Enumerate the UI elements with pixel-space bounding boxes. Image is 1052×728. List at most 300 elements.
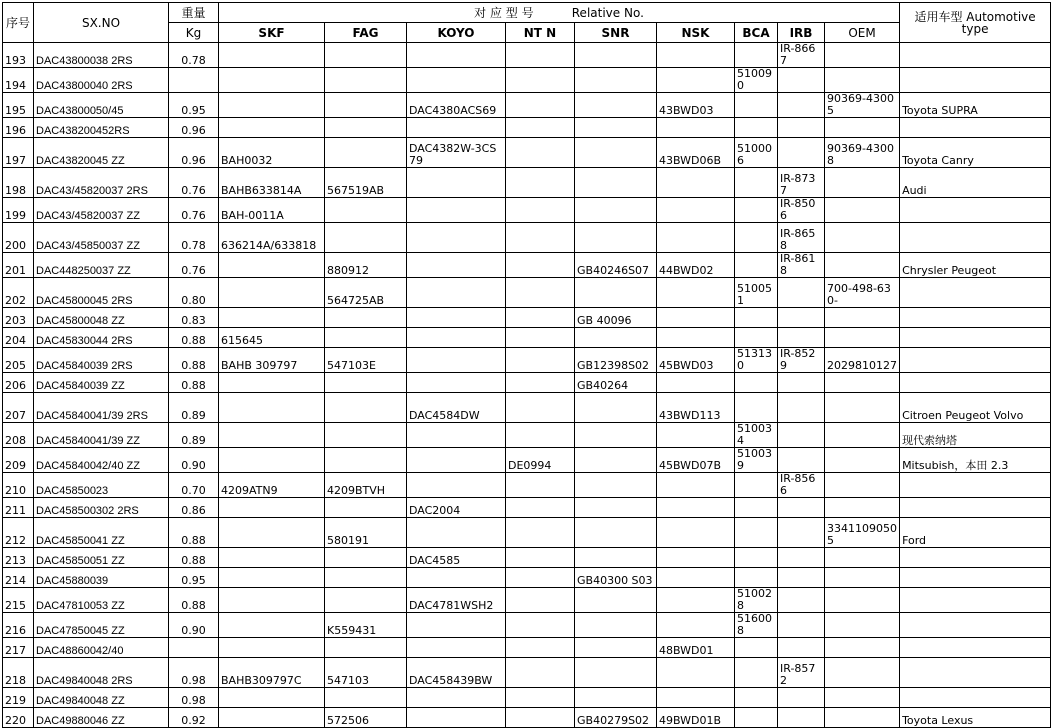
automotive-type xyxy=(900,373,1051,393)
automotive-type: Citroen Peugeot Volvo xyxy=(900,393,1051,423)
irb-code: IR-8618 xyxy=(778,253,825,278)
sx-number: DAC45880039 xyxy=(34,568,169,588)
koyo-code xyxy=(407,198,506,223)
table-row xyxy=(3,223,1051,253)
nsk-code xyxy=(657,588,735,613)
table-row xyxy=(3,253,1051,278)
automotive-type xyxy=(900,118,1051,138)
bca-code xyxy=(735,168,778,198)
irb-code: IR-8658 xyxy=(778,223,825,253)
bca-code: 510051 xyxy=(735,278,778,308)
koyo-code: DAC4781WSH2 xyxy=(407,588,506,613)
header-sxno: SX.NO xyxy=(34,3,169,43)
fag-code xyxy=(325,548,407,568)
irb-code xyxy=(778,118,825,138)
table-row xyxy=(3,373,1051,393)
ntn-code xyxy=(506,393,575,423)
row-number: 200 xyxy=(3,223,34,253)
skf-code xyxy=(219,448,325,473)
ntn-code xyxy=(506,68,575,93)
skf-code: BAHB 309797 xyxy=(219,348,325,373)
koyo-code xyxy=(407,568,506,588)
snr-code xyxy=(575,198,657,223)
weight-value: 0.76 xyxy=(169,253,219,278)
ntn-code xyxy=(506,473,575,498)
ntn-code xyxy=(506,93,575,118)
bca-code: 510028 xyxy=(735,588,778,613)
bca-code xyxy=(735,688,778,708)
nsk-code xyxy=(657,568,735,588)
fag-code xyxy=(325,373,407,393)
snr-code xyxy=(575,43,657,68)
oem-code xyxy=(825,328,900,348)
automotive-type xyxy=(900,223,1051,253)
bca-code xyxy=(735,568,778,588)
skf-code xyxy=(219,688,325,708)
koyo-code xyxy=(407,688,506,708)
koyo-code: DAC4382W-3CS79 xyxy=(407,138,506,168)
oem-code xyxy=(825,308,900,328)
ntn-code xyxy=(506,168,575,198)
koyo-code xyxy=(407,253,506,278)
koyo-code xyxy=(407,473,506,498)
irb-code xyxy=(778,613,825,638)
sx-number: DAC45840041/39 2RS xyxy=(34,393,169,423)
oem-code xyxy=(825,498,900,518)
ntn-code xyxy=(506,278,575,308)
row-number: 219 xyxy=(3,688,34,708)
oem-code xyxy=(825,423,900,448)
ntn-code xyxy=(506,308,575,328)
automotive-type xyxy=(900,308,1051,328)
skf-code xyxy=(219,68,325,93)
bca-code xyxy=(735,93,778,118)
snr-code xyxy=(575,278,657,308)
sx-number: DAC45800045 2RS xyxy=(34,278,169,308)
koyo-code xyxy=(407,448,506,473)
bca-code: 510006 xyxy=(735,138,778,168)
koyo-code xyxy=(407,638,506,658)
irb-code xyxy=(778,393,825,423)
weight-value: 0.98 xyxy=(169,688,219,708)
fag-code: 580191 xyxy=(325,518,407,548)
bca-code xyxy=(735,198,778,223)
koyo-code xyxy=(407,423,506,448)
ntn-code xyxy=(506,118,575,138)
nsk-code: 49BWD01B xyxy=(657,708,735,728)
header-automotive: 适用车型 Automotive type xyxy=(900,3,1051,43)
ntn-code xyxy=(506,223,575,253)
nsk-code: 43BWD06B xyxy=(657,138,735,168)
row-number: 204 xyxy=(3,328,34,348)
snr-code xyxy=(575,393,657,423)
koyo-code xyxy=(407,308,506,328)
fag-code xyxy=(325,588,407,613)
sx-number: DAC49840048 2RS xyxy=(34,658,169,688)
table-row xyxy=(3,198,1051,223)
oem-code: 90369-43005 xyxy=(825,93,900,118)
row-number: 199 xyxy=(3,198,34,223)
weight-value: 0.98 xyxy=(169,658,219,688)
skf-code xyxy=(219,43,325,68)
irb-code xyxy=(778,68,825,93)
skf-code xyxy=(219,518,325,548)
oem-code xyxy=(825,613,900,638)
automotive-type xyxy=(900,328,1051,348)
sx-number: DAC448250037 ZZ xyxy=(34,253,169,278)
weight-value: 0.92 xyxy=(169,708,219,728)
ntn-code xyxy=(506,548,575,568)
koyo-code: DAC2004 xyxy=(407,498,506,518)
table-row xyxy=(3,518,1051,548)
koyo-code xyxy=(407,328,506,348)
weight-value xyxy=(169,638,219,658)
table-body xyxy=(3,3,1051,728)
header-oem: OEM xyxy=(825,23,900,43)
snr-code: GB40264 xyxy=(575,373,657,393)
table-row xyxy=(3,423,1051,448)
oem-code xyxy=(825,223,900,253)
snr-code xyxy=(575,688,657,708)
header-koyo: KOYO xyxy=(407,23,506,43)
row-number: 210 xyxy=(3,473,34,498)
koyo-code xyxy=(407,168,506,198)
irb-code: IR-8529 xyxy=(778,348,825,373)
weight-value: 0.89 xyxy=(169,423,219,448)
nsk-code xyxy=(657,498,735,518)
koyo-code: DAC458439BW xyxy=(407,658,506,688)
ntn-code xyxy=(506,658,575,688)
snr-code: GB12398S02 xyxy=(575,348,657,373)
snr-code xyxy=(575,118,657,138)
oem-code: 700-498-630- xyxy=(825,278,900,308)
ntn-code xyxy=(506,498,575,518)
ntn-code xyxy=(506,198,575,223)
ntn-code xyxy=(506,253,575,278)
bca-code xyxy=(735,393,778,423)
sx-number: DAC43800038 2RS xyxy=(34,43,169,68)
oem-code xyxy=(825,638,900,658)
skf-code xyxy=(219,708,325,728)
table-row xyxy=(3,548,1051,568)
irb-code xyxy=(778,328,825,348)
automotive-type: Toyota SUPRA xyxy=(900,93,1051,118)
fag-code xyxy=(325,198,407,223)
bca-code xyxy=(735,43,778,68)
automotive-type xyxy=(900,498,1051,518)
fag-code xyxy=(325,308,407,328)
automotive-type xyxy=(900,348,1051,373)
nsk-code xyxy=(657,328,735,348)
weight-value: 0.80 xyxy=(169,278,219,308)
weight-value: 0.76 xyxy=(169,198,219,223)
nsk-code xyxy=(657,308,735,328)
nsk-code xyxy=(657,658,735,688)
header-ntn: NT N xyxy=(506,23,575,43)
bca-code xyxy=(735,548,778,568)
irb-code: IR-8737 xyxy=(778,168,825,198)
bca-code xyxy=(735,473,778,498)
koyo-code xyxy=(407,278,506,308)
irb-code xyxy=(778,93,825,118)
skf-code xyxy=(219,373,325,393)
snr-code xyxy=(575,588,657,613)
koyo-code xyxy=(407,613,506,638)
bca-code xyxy=(735,253,778,278)
sx-number: DAC43/45820037 2RS xyxy=(34,168,169,198)
skf-code: 615645 xyxy=(219,328,325,348)
skf-code xyxy=(219,118,325,138)
skf-code xyxy=(219,308,325,328)
oem-code xyxy=(825,43,900,68)
oem-code xyxy=(825,198,900,223)
sx-number: DAC45840039 2RS xyxy=(34,348,169,373)
fag-code xyxy=(325,568,407,588)
fag-code xyxy=(325,498,407,518)
skf-code xyxy=(219,638,325,658)
snr-code xyxy=(575,448,657,473)
table-row xyxy=(3,708,1051,728)
row-number: 202 xyxy=(3,278,34,308)
weight-value: 0.88 xyxy=(169,588,219,613)
row-number: 206 xyxy=(3,373,34,393)
header-irb: IRB xyxy=(778,23,825,43)
snr-code xyxy=(575,498,657,518)
ntn-code xyxy=(506,708,575,728)
table-row xyxy=(3,168,1051,198)
snr-code: GB40279S02 xyxy=(575,708,657,728)
oem-code: 2029810127 xyxy=(825,348,900,373)
oem-code xyxy=(825,393,900,423)
nsk-code: 45BWD03 xyxy=(657,348,735,373)
snr-code xyxy=(575,328,657,348)
irb-code xyxy=(778,568,825,588)
table-row xyxy=(3,278,1051,308)
weight-value: 0.88 xyxy=(169,518,219,548)
bca-code xyxy=(735,658,778,688)
nsk-code xyxy=(657,423,735,448)
bca-code xyxy=(735,638,778,658)
fag-code: K559431 xyxy=(325,613,407,638)
ntn-code xyxy=(506,588,575,613)
row-number: 215 xyxy=(3,588,34,613)
weight-value: 0.78 xyxy=(169,223,219,253)
automotive-type: Toyota Canry xyxy=(900,138,1051,168)
sx-number: DAC45840041/39 ZZ xyxy=(34,423,169,448)
irb-code xyxy=(778,373,825,393)
sx-number: DAC438200452RS xyxy=(34,118,169,138)
nsk-code xyxy=(657,198,735,223)
skf-code: 4209ATN9 xyxy=(219,473,325,498)
bca-code xyxy=(735,708,778,728)
fag-code: 547103E xyxy=(325,348,407,373)
header-weight: 重量 xyxy=(169,3,219,23)
weight-value: 0.88 xyxy=(169,348,219,373)
automotive-type xyxy=(900,548,1051,568)
ntn-code xyxy=(506,568,575,588)
ntn-code xyxy=(506,43,575,68)
automotive-type: Audi xyxy=(900,168,1051,198)
automotive-type xyxy=(900,613,1051,638)
skf-code xyxy=(219,498,325,518)
nsk-code xyxy=(657,613,735,638)
row-number: 208 xyxy=(3,423,34,448)
irb-code: IR-8566 xyxy=(778,473,825,498)
sx-number: DAC43/45850037 ZZ xyxy=(34,223,169,253)
bca-code: 513130 xyxy=(735,348,778,373)
irb-code xyxy=(778,708,825,728)
automotive-type: Chrysler Peugeot xyxy=(900,253,1051,278)
weight-value xyxy=(169,68,219,93)
automotive-type: Ford xyxy=(900,518,1051,548)
oem-code xyxy=(825,68,900,93)
nsk-code: 43BWD113 xyxy=(657,393,735,423)
snr-code: GB 40096 xyxy=(575,308,657,328)
sx-number: DAC45800048 ZZ xyxy=(34,308,169,328)
irb-code xyxy=(778,688,825,708)
nsk-code: 44BWD02 xyxy=(657,253,735,278)
automotive-type xyxy=(900,473,1051,498)
table-row xyxy=(3,43,1051,68)
skf-code xyxy=(219,393,325,423)
snr-code xyxy=(575,223,657,253)
nsk-code xyxy=(657,473,735,498)
snr-code xyxy=(575,613,657,638)
skf-code: BAH0032 xyxy=(219,138,325,168)
snr-code: GB40246S07 xyxy=(575,253,657,278)
ntn-code xyxy=(506,638,575,658)
row-number: 198 xyxy=(3,168,34,198)
snr-code xyxy=(575,658,657,688)
skf-code: BAHB309797C xyxy=(219,658,325,688)
snr-code xyxy=(575,93,657,118)
koyo-code xyxy=(407,518,506,548)
oem-code: 33411090505 xyxy=(825,518,900,548)
fag-code: 572506 xyxy=(325,708,407,728)
snr-code xyxy=(575,548,657,568)
ntn-code xyxy=(506,688,575,708)
oem-code xyxy=(825,708,900,728)
weight-value: 0.86 xyxy=(169,498,219,518)
oem-code xyxy=(825,473,900,498)
table-row xyxy=(3,448,1051,473)
oem-code xyxy=(825,118,900,138)
table-row xyxy=(3,688,1051,708)
nsk-code: 45BWD07B xyxy=(657,448,735,473)
weight-value: 0.76 xyxy=(169,168,219,198)
row-number: 205 xyxy=(3,348,34,373)
fag-code: 547103 xyxy=(325,658,407,688)
skf-code: BAH-0011A xyxy=(219,198,325,223)
skf-code xyxy=(219,613,325,638)
fag-code: 567519AB xyxy=(325,168,407,198)
koyo-code: DAC4584DW xyxy=(407,393,506,423)
table-row xyxy=(3,658,1051,688)
row-number: 216 xyxy=(3,613,34,638)
ntn-code xyxy=(506,423,575,448)
sx-number: DAC43800040 2RS xyxy=(34,68,169,93)
row-number: 195 xyxy=(3,93,34,118)
skf-code xyxy=(219,568,325,588)
sx-number: DAC45850023 xyxy=(34,473,169,498)
fag-code xyxy=(325,118,407,138)
table-row xyxy=(3,118,1051,138)
skf-code: 636214A/633818 xyxy=(219,223,325,253)
skf-code xyxy=(219,588,325,613)
automotive-type xyxy=(900,43,1051,68)
ntn-code xyxy=(506,613,575,638)
table-row xyxy=(3,308,1051,328)
bca-code xyxy=(735,498,778,518)
table-row xyxy=(3,638,1051,658)
row-number: 203 xyxy=(3,308,34,328)
fag-code xyxy=(325,328,407,348)
nsk-code xyxy=(657,43,735,68)
weight-value: 0.70 xyxy=(169,473,219,498)
sx-number: DAC45830044 2RS xyxy=(34,328,169,348)
snr-code xyxy=(575,638,657,658)
weight-value: 0.95 xyxy=(169,568,219,588)
row-number: 211 xyxy=(3,498,34,518)
weight-value: 0.95 xyxy=(169,93,219,118)
nsk-code xyxy=(657,548,735,568)
weight-value: 0.96 xyxy=(169,138,219,168)
row-number: 213 xyxy=(3,548,34,568)
row-number: 196 xyxy=(3,118,34,138)
sx-number: DAC49840048 ZZ xyxy=(34,688,169,708)
oem-code xyxy=(825,568,900,588)
automotive-type xyxy=(900,588,1051,613)
irb-code xyxy=(778,638,825,658)
bca-code xyxy=(735,118,778,138)
skf-code xyxy=(219,548,325,568)
table-row xyxy=(3,138,1051,168)
weight-value: 0.88 xyxy=(169,328,219,348)
oem-code xyxy=(825,588,900,613)
skf-code xyxy=(219,278,325,308)
header-snr: SNR xyxy=(575,23,657,43)
header-nsk: NSK xyxy=(657,23,735,43)
bca-code: 510039 xyxy=(735,448,778,473)
nsk-code xyxy=(657,168,735,198)
fag-code xyxy=(325,638,407,658)
snr-code xyxy=(575,473,657,498)
automotive-type xyxy=(900,278,1051,308)
fag-code xyxy=(325,138,407,168)
skf-code xyxy=(219,423,325,448)
nsk-code xyxy=(657,68,735,93)
bca-code xyxy=(735,373,778,393)
koyo-code xyxy=(407,223,506,253)
sx-number: DAC45840039 ZZ xyxy=(34,373,169,393)
row-number: 214 xyxy=(3,568,34,588)
bca-code xyxy=(735,518,778,548)
snr-code xyxy=(575,423,657,448)
weight-value: 0.90 xyxy=(169,613,219,638)
ntn-code xyxy=(506,328,575,348)
automotive-type: Mitsubish，本田 2.3 xyxy=(900,448,1051,473)
oem-code xyxy=(825,448,900,473)
snr-code xyxy=(575,518,657,548)
table-row xyxy=(3,498,1051,518)
nsk-code xyxy=(657,278,735,308)
weight-value: 0.88 xyxy=(169,373,219,393)
fag-code: 880912 xyxy=(325,253,407,278)
irb-code xyxy=(778,278,825,308)
header-weight-unit: Kg xyxy=(169,23,219,43)
fag-code xyxy=(325,223,407,253)
koyo-code xyxy=(407,118,506,138)
